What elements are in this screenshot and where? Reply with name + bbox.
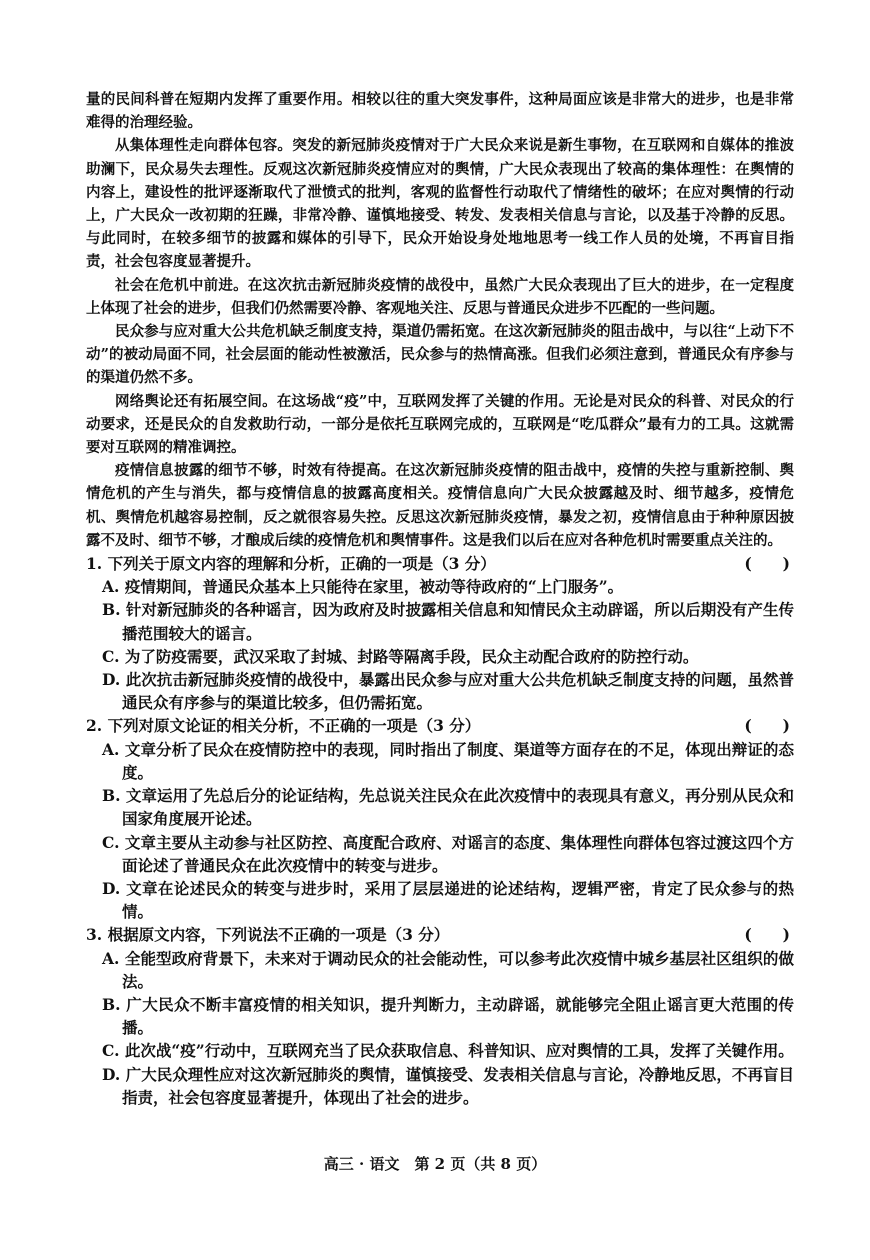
question-3-option-d: D. 广大民众理性应对这次新冠肺炎的舆情，谨慎接受、发表相关信息与言论，冷静地反思，不再盲目指责，社会包容度显著提升，体现出了社会的进步。 <box>102 1064 794 1107</box>
question-1-stem: 1. 下列关于原文内容的理解和分析，正确的一项是（3 分） <box>86 554 496 574</box>
page-footer: 高三 · 语文 第 2 页（共 8 页） <box>323 1155 547 1173</box>
question-3-answer-blank: ( ) <box>744 925 790 945</box>
question-2-option-b: B. 文章运用了先总后分的论证结构，先总说关注民众在此次疫情中的表现具有意义，再分别从民众和国家角度展开论述。 <box>102 786 794 829</box>
question-1 <box>86 552 794 714</box>
passage-paragraph-2: 社会在危机中前进。在这次抗击新冠肺炎疫情的战役中，虽然广大民众表现出了巨大的进步，在一定程度上体现了社会的进步，但我们仍然需要冷静、客观地关注、反思与普通民众进步不匹配的一些问题。 <box>86 276 794 317</box>
question-3 <box>86 923 794 1109</box>
question-1-option-c: C. 为了防疫需要，武汉采取了封城、封路等隔离手段，民众主动配合政府的防控行动。 <box>102 646 699 666</box>
question-1-option-d: D. 此次抗击新冠肺炎疫情的战役中，暴露出民众参与应对重大公共危机缺乏制度支持的问题，虽然普通民众有序参与的渠道比较多，但仍需拓宽。 <box>102 670 794 713</box>
passage-paragraph-4: 网络舆论还有拓展空间。在这场战“疫”中，互联网发挥了关键的作用。无论是对民众的科普、对民众的行动要求，还是民众的自发救助行动，一部分是依托互联网完成的，互联网是“吃瓜群众”最有力的工具。这就需要对互联网的精准调控。 <box>86 392 794 457</box>
question-1-option-a: A. 疫情期间，普通民众基本上只能待在家里，被动等待政府的“上门服务”。 <box>102 577 624 597</box>
question-2-answer-blank: ( ) <box>744 716 790 736</box>
question-2 <box>86 714 794 923</box>
question-2-option-c: C. 文章主要从主动参与社区防控、高度配合政府、对谣言的态度、集体理性向群体包容过渡这四个方面论述了普通民众在此次疫情中的转变与进步。 <box>102 832 794 875</box>
question-3-option-a: A. 全能型政府背景下，未来对于调动民众的社会能动性，可以参考此次疫情中城乡基层社区组织的做法。 <box>102 948 794 991</box>
exam-page <box>86 88 794 1109</box>
question-1-answer-blank: ( ) <box>744 554 790 574</box>
question-3-option-b: B. 广大民众不断丰富疫情的相关知识，提升判断力，主动辟谣，就能够完全阻止谣言更大范围的传播。 <box>102 994 794 1038</box>
passage-paragraph-0: 量的民间科普在短期内发挥了重要作用。相较以往的重大突发事件，这种局面应该是非常大的进步，也是非常难得的治理经验。 <box>86 91 794 132</box>
question-2-option-a: A. 文章分析了民众在疫情防控中的表现，同时指出了制度、渠道等方面存在的不足，体现出辩证的态度。 <box>102 739 794 782</box>
reading-passage <box>86 88 794 552</box>
passage-paragraph-3: 民众参与应对重大公共危机缺乏制度支持，渠道仍需拓宽。在这次新冠肺炎的阻击战中，与以往“上动下不动”的被动局面不同，社会层面的能动性被激活，民众参与的热情高涨。但我们必须注意到，普通民众有序参与的渠道仍然不多。 <box>86 323 794 387</box>
question-3-stem: 3. 根据原文内容，下列说法不正确的一项是（3 分） <box>86 925 450 945</box>
passage-paragraph-1: 从集体理性走向群体包容。突发的新冠肺炎疫情对于广大民众来说是新生事物，在互联网和自媒体的推波助澜下，民众易失去理性。反观这次新冠肺炎疫情应对的舆情，广大民众表现出了较高的集体理性：在舆情的内容上，建设性的批评逐渐取代了泄愤式的批判，客观的监督性行动取代了情绪性的破坏；在应对舆情的行动上，广大民众一改初期的狂躁，非常冷静、谨慎地接受、转发、发表相关信息与言论，以及基于冷静的反思。与此同时，在较多细节的披露和媒体的引导下，民众开始设身处地地思考一线工作人员的处境，不再盲目指责，社会包容度显著提升。 <box>86 137 794 271</box>
question-2-stem: 2. 下列对原文论证的相关分析，不正确的一项是（3 分） <box>86 716 481 736</box>
passage-paragraph-5: 疫情信息披露的细节不够，时效有待提高。在这次新冠肺炎疫情的阻击战中，疫情的失控与重新控制、舆情危机的产生与消失，都与疫情信息的披露高度相关。疫情信息向广大民众披露越及时、细节越多，疫情危机、舆情危机越容易控制，反之就很容易失控。反思这次新冠肺炎疫情，暴发之初，疫情信息由于种种原因披露不及时、细节不够，才酿成后续的疫情危机和舆情事件。这是我们以后在应对各种危机时需要重点关注的。 <box>86 462 794 549</box>
question-3-option-c: C. 此次战“疫”行动中，互联网充当了民众获取信息、科普知识、应对舆情的工具，发挥了关键作用。 <box>102 1041 794 1061</box>
question-1-option-b: B. 针对新冠肺炎的各种谣言，因为政府及时披露相关信息和知情民众主动辟谣，所以后期没有产生传播范围较大的谣言。 <box>102 600 794 643</box>
question-2-option-d: D. 文章在论述民众的转变与进步时，采用了层层递进的论述结构，逻辑严密，肯定了民众参与的热情。 <box>102 878 794 922</box>
